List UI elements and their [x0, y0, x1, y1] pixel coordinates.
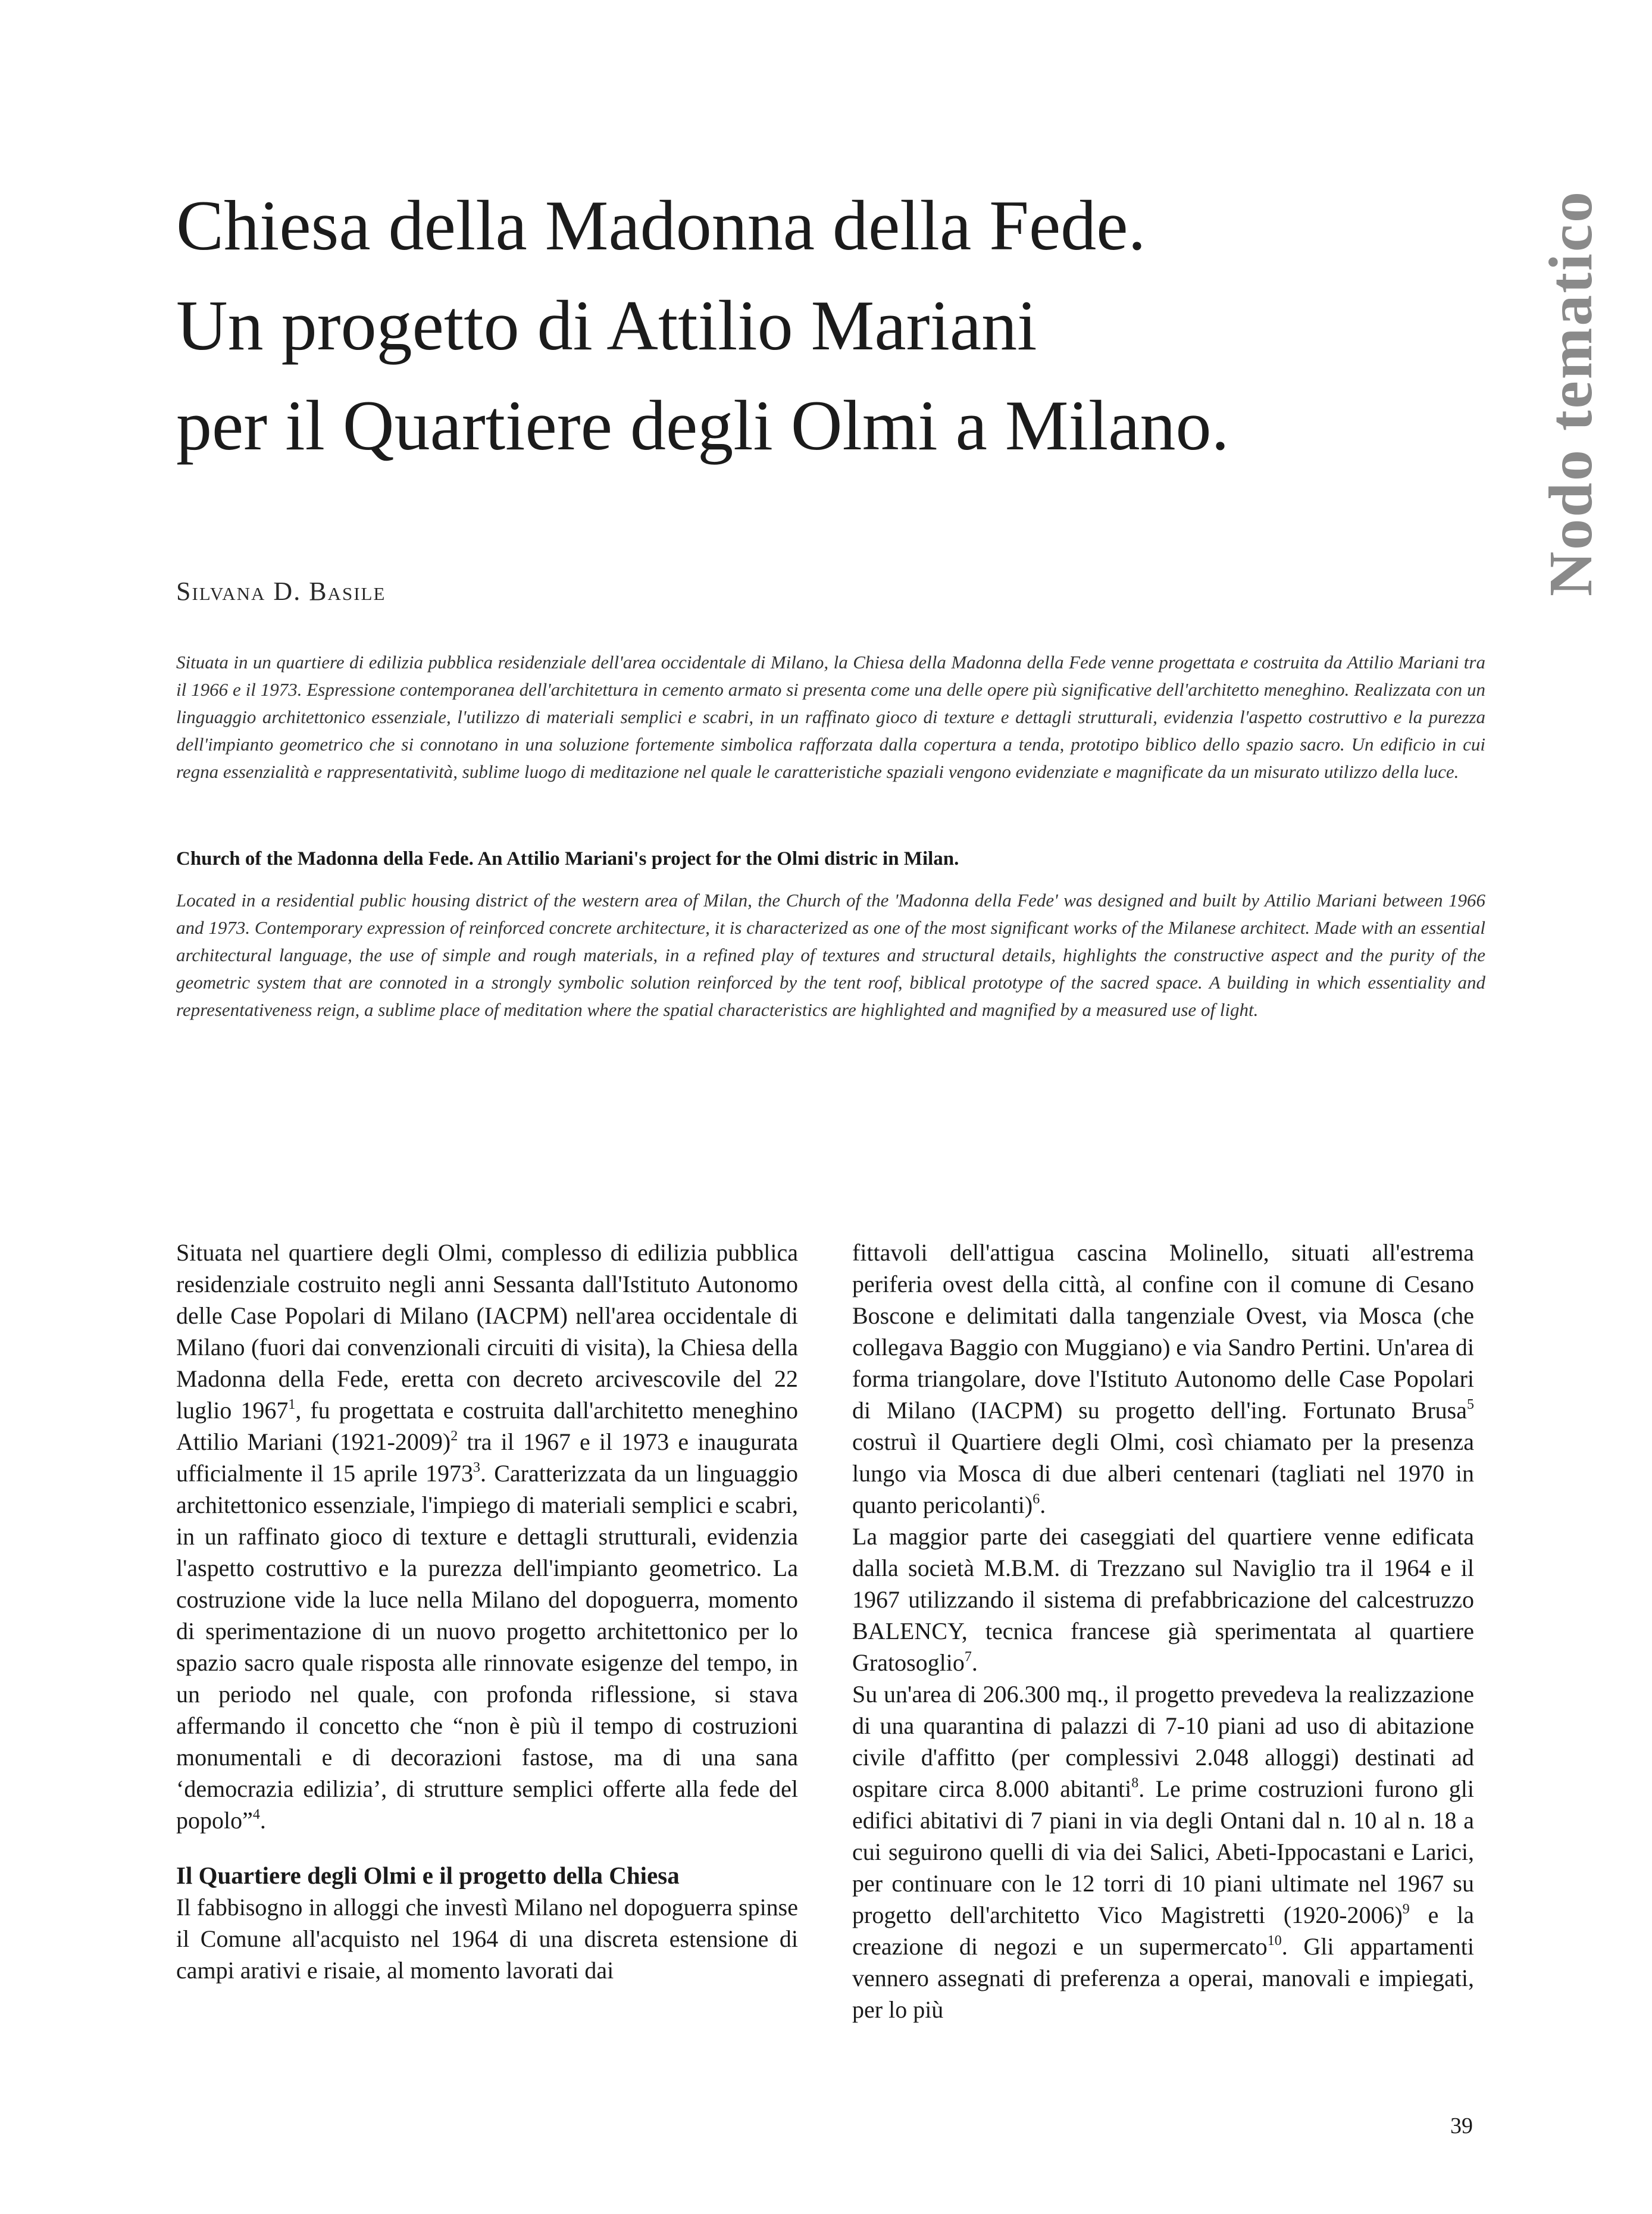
- footnote-ref: 3: [473, 1460, 480, 1475]
- body-paragraph: [852, 1237, 1474, 1521]
- body-text: costruì il Quartiere degli Olmi, così chiamato per la presenza lungo via Mosca di due alberi centenari (tagliati nel 1970 in quanto pericolanti): [852, 1428, 1474, 1518]
- title-line-3: per il Quartiere degli Olmi a Milano.: [176, 386, 1229, 465]
- footnote-ref: 7: [964, 1649, 972, 1665]
- body-text: .: [971, 1649, 978, 1676]
- abstract-english-title: Church of the Madonna della Fede. An Attilio Mariani's project for the Olmi distric in Milan.: [176, 848, 959, 870]
- footnote-ref: 4: [252, 1807, 260, 1822]
- footnote-ref: 10: [1267, 1933, 1282, 1949]
- body-paragraph: Il fabbisogno in alloggi che investì Milano nel dopoguerra spinse il Comune all'acquisto nel 1964 di una discreta estensione di campi arativi e risaie, al momento lavorati dai: [176, 1894, 798, 1984]
- body-text: , fu progettata e costruita dall'architetto meneghino Attilio Mariani (1921-2009): [176, 1397, 798, 1455]
- body-column-left: [176, 1237, 798, 2064]
- footnote-ref: 5: [1467, 1397, 1474, 1412]
- footnote-ref: 1: [288, 1397, 296, 1412]
- body-text: Su un'area di 206.300 mq., il progetto prevedeva la realizzazione di una quarantina di palazzi di 7-10 piani ad uso di abitazione civile d'affitto (per complessivi 2.048 alloggi) destinati ad ospitare circa 8.000 abitanti: [852, 1681, 1474, 1802]
- abstract-italian: Situata in un quartiere di edilizia pubblica residenziale dell'area occidentale di Milano, la Chiesa della Madonna della Fede venne progettata e costruita da Attilio Mariani tra il 1966 e il 1973. Espressione contemporanea dell'architettura in cemento armato si presenta come una delle opere più significative dell'architetto meneghino. Realizzata con un linguaggio architettonico essenziale, l'utilizzo di materiali semplici e scabri, in un raffinato gioco di texture e dettagli strutturali, evidenzia l'aspetto costruttivo e la purezza dell'impianto geometrico che si connotano in una soluzione fortemente simbolica rafforzata dalla copertura a tenda, prototipo biblico dello spazio sacro. Un edificio in cui regna essenzialità e rappresentatività, sublime luogo di meditazione nel quale le caratteristiche spaziali vengono evidenziate e magnificate da un misurato utilizzo della luce.: [176, 652, 1485, 782]
- body-paragraph: [852, 1678, 1474, 2025]
- author-name: Silvana D. Basile: [176, 577, 386, 606]
- abstract-english: Located in a residential public housing district of the western area of Milan, the Church of the 'Madonna della Fede' was designed and built by Attilio Mariani between 1966 and 1973. Contemporary expression of reinforced concrete architecture, it is characterized as one of the most significant works of the Milanese architect. Made with an essential architectural language, the use of simple and rough materials, in a refined play of textures and structural details, highlights the constructive aspect and the purity of the geometric system that are connoted in a strongly symbolic solution reinforced by the tent roof, biblical prototype of the sacred space. A building in which essentiality and representativeness reign, a sublime place of meditation where the spatial characteristics are highlighted and magnified by a measured use of light.: [176, 890, 1485, 1020]
- body-text: e la creazione di negozi e un supermercato: [852, 1902, 1474, 1960]
- body-text: . Caratterizzata da un linguaggio architettonico essenziale, l'impiego di materiali semplici e scabri, in un raffinato gioco di texture e dettagli strutturali, evidenzia l'aspetto costruttivo e la purezza dell'impianto geometrico. La costruzione vide la luce nella Milano del dopoguerra, momento di sperimentazione di un nuovo progetto architettonico per lo spazio sacro quale risposta alle rinnovate esigenze del tempo, in un periodo nel quale, con profonda riflessione, si stava affermando il concetto che “non è più il tempo di costruzioni monumentali e di decorazioni fastose, ma di una sana ‘democrazia edilizia’, di strutture semplici offerte alla fede del popolo”: [176, 1460, 798, 1834]
- section-side-tab-label: Nodo tematico: [1537, 189, 1605, 596]
- title-line-1: Chiesa della Madonna della Fede.: [176, 186, 1146, 265]
- section-side-tab: [1529, 189, 1613, 596]
- body-text: . Le prime costruzioni furono gli edifici abitativi di 7 piani in via degli Ontani dal n. 10 al n. 18 a cui seguirono quelli di via dei Salici, Abeti-Ippocastani e Larici, per continuare con le 12 torri di 10 piani ultimate nel 1967 su progetto dell'architetto Vico Magistretti (1920-2006): [852, 1775, 1474, 1928]
- body-text: .: [259, 1807, 266, 1834]
- body-text: . Gli appartamenti vennero assegnati di preferenza a operai, manovali e impiegati, per lo più: [852, 1933, 1474, 2023]
- body-paragraph: [852, 1521, 1474, 1678]
- body-text: La maggior parte dei caseggiati del quartiere venne edificata dalla società M.B.M. di Trezzano sul Naviglio tra il 1964 e il 1967 utilizzando il sistema di prefabbricazione del calcestruzzo BALENCY, tecnica francese già sperimentata al quartiere Gratosoglio: [852, 1523, 1474, 1676]
- body-text: .: [1040, 1491, 1046, 1518]
- body-text: fittavoli dell'attigua cascina Molinello, situati all'estrema periferia ovest della città, al confine con il comune di Cesano Boscone e delimitati dalla tangenziale Ovest, via Mosca (che collegava Baggio con Muggiano) e via Sandro Pertini. Un'area di forma triangolare, dove l'Istituto Autonomo delle Case Popolari di Milano (IACPM) su progetto dell'ing. Fortunato Brusa: [852, 1239, 1474, 1424]
- footnote-ref: 9: [1402, 1902, 1410, 1917]
- footnote-ref: 8: [1131, 1775, 1139, 1791]
- footnote-ref: 2: [450, 1428, 458, 1444]
- footnote-ref: 6: [1032, 1491, 1040, 1507]
- body-column-right: [852, 1237, 1474, 2064]
- section-heading: Il Quartiere degli Olmi e il progetto della Chiesa: [176, 1862, 680, 1889]
- body-text: Situata nel quartiere degli Olmi, complesso di edilizia pubblica residenziale costruito negli anni Sessanta dall'Istituto Autonomo delle Case Popolari di Milano (IACPM) nell'area occidentale di Milano (fuori dai convenzionali circuiti di visita), la Chiesa della Madonna della Fede, eretta con decreto arcivescovile del 22 luglio 1967: [176, 1239, 798, 1424]
- body-text: tra il 1967 e il 1973 e inaugurata ufficialmente il 15 aprile 1973: [176, 1428, 798, 1487]
- title-line-2: Un progetto di Attilio Mariani: [176, 286, 1037, 365]
- article-title: [176, 176, 1456, 476]
- page-number: 39: [1450, 2113, 1473, 2138]
- body-paragraph: [176, 1237, 798, 1836]
